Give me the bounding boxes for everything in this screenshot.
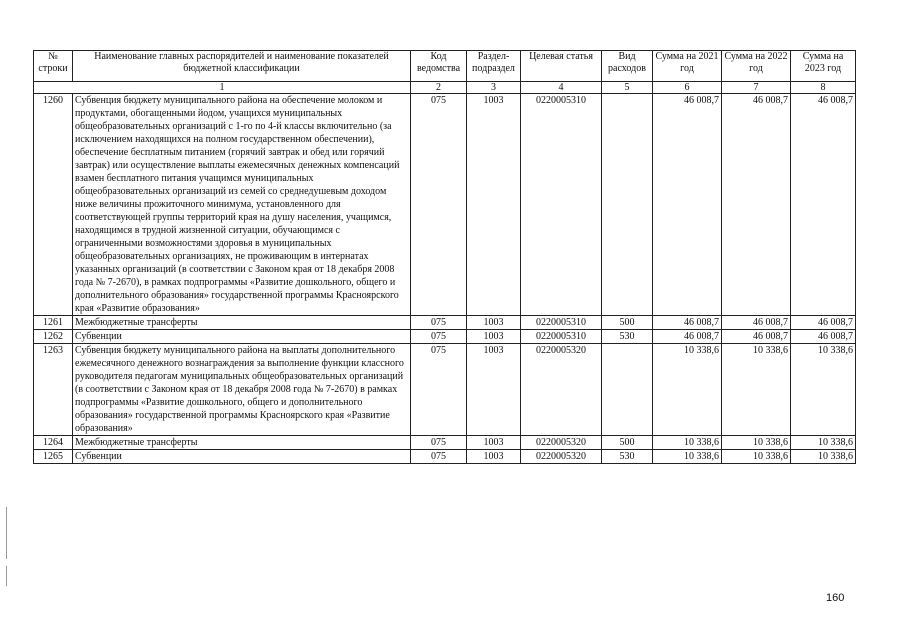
row-target-article: 0220005320 <box>521 450 602 464</box>
row-dept-code: 075 <box>411 330 467 344</box>
row-number: 1264 <box>34 436 73 450</box>
row-sum-2022: 10 338,6 <box>722 450 791 464</box>
row-target-article: 0220005320 <box>521 436 602 450</box>
row-expense-kind <box>602 94 653 316</box>
row-expense-kind: 500 <box>602 316 653 330</box>
table-row <box>34 330 856 344</box>
row-dept-code: 075 <box>411 94 467 316</box>
row-section: 1003 <box>467 344 521 436</box>
row-sum-2023: 46 008,7 <box>791 330 856 344</box>
row-number: 1261 <box>34 316 73 330</box>
row-name: Межбюджетные трансферты <box>73 316 411 330</box>
row-sum-2021: 10 338,6 <box>653 436 722 450</box>
row-expense-kind: 530 <box>602 330 653 344</box>
column-number: 8 <box>791 82 856 94</box>
table-header-row <box>34 51 856 82</box>
row-section: 1003 <box>467 94 521 316</box>
row-section: 1003 <box>467 450 521 464</box>
row-name: Субвенция бюджету муниципального района на обеспечение молоком и продуктами, обогащенными йодом, учащихся муниципальных общеобразовательных организаций с 1-го по 4-й классы включительно (за исключением находящихся на полном государственном обеспечении), обеспечение бесплатным питанием (горячий завтрак и обед или горячий завтрак) или осуществление выплаты ежемесячных денежных компенсаций взамен бесплатного питания учащимся муниципальных общеобразовательных организаций из семей со среднедушевым доходом ниже величины прожиточного минимума, установленного для соответствующей группы территорий края на душу населения, учащимся, находящимся в трудной жизненной ситуации, обучающимся с ограниченными возможностями здоровья в муниципальных общеобразовательных организациях, не проживающим в интернатах указанных организаций (в соответствии с Законом края от 18 декабря 2008 года № 7-2670), в рамках подпрограммы «Развитие дошкольного, общего и дополнительного образования» государственной программы Красноярского края «Развитие образования» <box>73 94 411 316</box>
header-sum-2021: Сумма на 2021 год <box>653 51 722 82</box>
row-sum-2021: 10 338,6 <box>653 344 722 436</box>
column-number: 4 <box>521 82 602 94</box>
row-dept-code: 075 <box>411 436 467 450</box>
row-number: 1263 <box>34 344 73 436</box>
table-row <box>34 94 856 316</box>
table-row <box>34 344 856 436</box>
column-number-row <box>34 82 856 94</box>
header-name: Наименование главных распорядителей и наименование показателей бюджетной классификации <box>73 51 411 82</box>
row-name: Субвенции <box>73 450 411 464</box>
row-dept-code: 075 <box>411 450 467 464</box>
row-section: 1003 <box>467 316 521 330</box>
row-dept-code: 075 <box>411 316 467 330</box>
row-name: Субвенция бюджету муниципального района на выплаты дополнительного ежемесячного денежного вознаграждения за выполнение функции классного руководителя педагогам муниципальных общеобразовательных организаций (в соответствии с Законом края от 18 декабря 2008 года № 7-2670) в рамках подпрограммы «Развитие дошкольного, общего и дополнительного образования» государственной программы Красноярского края «Развитие образования» <box>73 344 411 436</box>
row-sum-2021: 46 008,7 <box>653 330 722 344</box>
row-sum-2021: 10 338,6 <box>653 450 722 464</box>
row-sum-2021: 46 008,7 <box>653 94 722 316</box>
row-name: Субвенции <box>73 330 411 344</box>
row-sum-2021: 46 008,7 <box>653 316 722 330</box>
table-row <box>34 436 856 450</box>
table-row <box>34 316 856 330</box>
column-number: 2 <box>411 82 467 94</box>
header-section: Раздел-подраздел <box>467 51 521 82</box>
row-section: 1003 <box>467 330 521 344</box>
row-name: Межбюджетные трансферты <box>73 436 411 450</box>
table-row <box>34 450 856 464</box>
column-number: 3 <box>467 82 521 94</box>
row-sum-2023: 46 008,7 <box>791 316 856 330</box>
row-sum-2023: 10 338,6 <box>791 344 856 436</box>
page-number: 160 <box>826 592 845 604</box>
column-number: 1 <box>34 82 411 94</box>
column-number: 6 <box>653 82 722 94</box>
row-sum-2022: 46 008,7 <box>722 316 791 330</box>
column-number: 7 <box>722 82 791 94</box>
header-sum-2022: Сумма на 2022 год <box>722 51 791 82</box>
budget-table <box>33 50 856 464</box>
margin-scan-line <box>6 566 7 586</box>
row-sum-2022: 46 008,7 <box>722 94 791 316</box>
header-target-article: Целевая статья <box>521 51 602 82</box>
row-sum-2023: 10 338,6 <box>791 436 856 450</box>
row-number: 1262 <box>34 330 73 344</box>
row-sum-2023: 10 338,6 <box>791 450 856 464</box>
row-section: 1003 <box>467 436 521 450</box>
row-target-article: 0220005310 <box>521 94 602 316</box>
header-expense-kind: Вид расходов <box>602 51 653 82</box>
row-number: 1265 <box>34 450 73 464</box>
row-target-article: 0220005320 <box>521 344 602 436</box>
row-sum-2022: 46 008,7 <box>722 330 791 344</box>
row-dept-code: 075 <box>411 344 467 436</box>
margin-scan-line <box>6 507 7 559</box>
header-sum-2023: Сумма на 2023 год <box>791 51 856 82</box>
row-expense-kind: 530 <box>602 450 653 464</box>
row-target-article: 0220005310 <box>521 316 602 330</box>
row-sum-2023: 46 008,7 <box>791 94 856 316</box>
column-number: 5 <box>602 82 653 94</box>
row-expense-kind: 500 <box>602 436 653 450</box>
header-row-number: № строки <box>34 51 73 82</box>
row-sum-2022: 10 338,6 <box>722 344 791 436</box>
row-number: 1260 <box>34 94 73 316</box>
header-dept-code: Код ведомства <box>411 51 467 82</box>
row-target-article: 0220005310 <box>521 330 602 344</box>
row-expense-kind <box>602 344 653 436</box>
row-sum-2022: 10 338,6 <box>722 436 791 450</box>
